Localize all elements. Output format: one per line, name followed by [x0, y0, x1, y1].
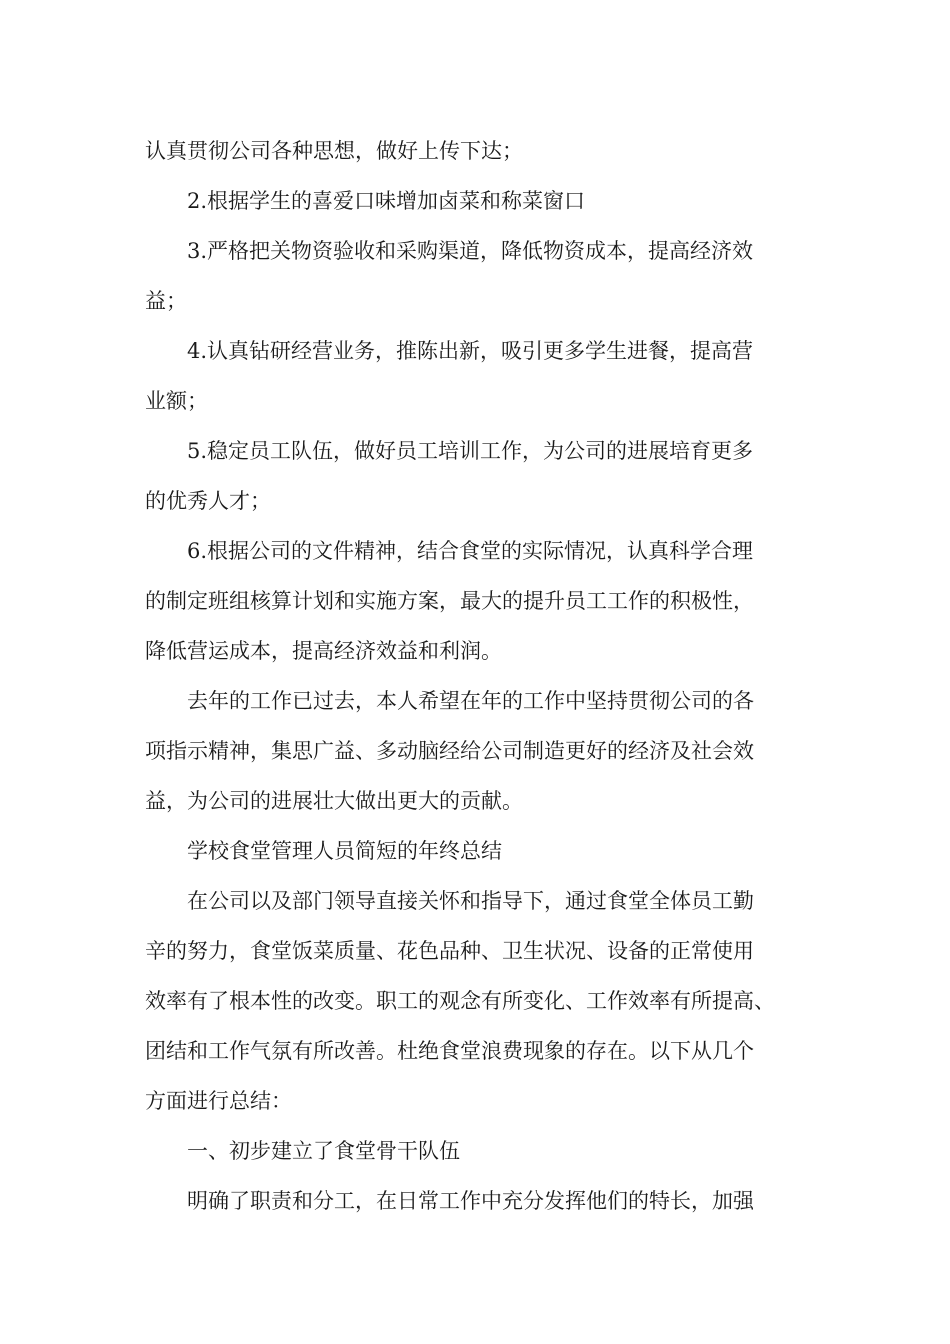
section-title: 学校食堂管理人员简短的年终总结 [187, 839, 502, 863]
subheading: 一、初步建立了食堂骨干队伍 [187, 1139, 460, 1163]
body-line: 辛的努力，食堂饭菜质量、花色品种、卫生状况、设备的正常使用 [145, 939, 754, 963]
body-line: 益，为公司的进展壮大做出更大的贡献。 [145, 789, 523, 813]
body-line: 的制定班组核算计划和实施方案，最大的提升员工工作的积极性， [145, 589, 754, 613]
paragraph-start: 明确了职责和分工，在日常工作中充分发挥他们的特长，加强 [187, 1189, 754, 1213]
body-line: 降低营运成本，提高经济效益和利润。 [145, 639, 502, 663]
list-item-5: 5.稳定员工队伍，做好员工培训工作，为公司的进展培育更多 [187, 439, 754, 463]
list-item-4: 4.认真钻研经营业务，推陈出新，吸引更多学生进餐，提高营 [187, 339, 754, 363]
list-item-3: 3.严格把关物资验收和采购渠道，降低物资成本，提高经济效 [187, 239, 754, 263]
body-line: 益； [145, 289, 187, 313]
body-line: 的优秀人才； [145, 489, 271, 513]
body-line: 认真贯彻公司各种思想，做好上传下达； [145, 139, 523, 163]
list-item-2: 2.根据学生的喜爱口味增加卤菜和称菜窗口 [187, 189, 586, 213]
body-line: 团结和工作气氛有所改善。杜绝食堂浪费现象的存在。以下从几个 [145, 1039, 754, 1063]
document-body [145, 126, 815, 1226]
body-line: 业额； [145, 389, 208, 413]
body-line: 项指示精神，集思广益、多动脑经给公司制造更好的经济及社会效 [145, 739, 754, 763]
list-item-6: 6.根据公司的文件精神，结合食堂的实际情况，认真科学合理 [187, 539, 754, 563]
paragraph-start: 在公司以及部门领导直接关怀和指导下，通过食堂全体员工勤 [187, 889, 754, 913]
body-line: 效率有了根本性的改变。职工的观念有所变化、工作效率有所提高、 [145, 989, 775, 1013]
paragraph-start: 去年的工作已过去，本人希望在年的工作中坚持贯彻公司的各 [187, 689, 754, 713]
body-line: 方面进行总结： [145, 1089, 292, 1113]
